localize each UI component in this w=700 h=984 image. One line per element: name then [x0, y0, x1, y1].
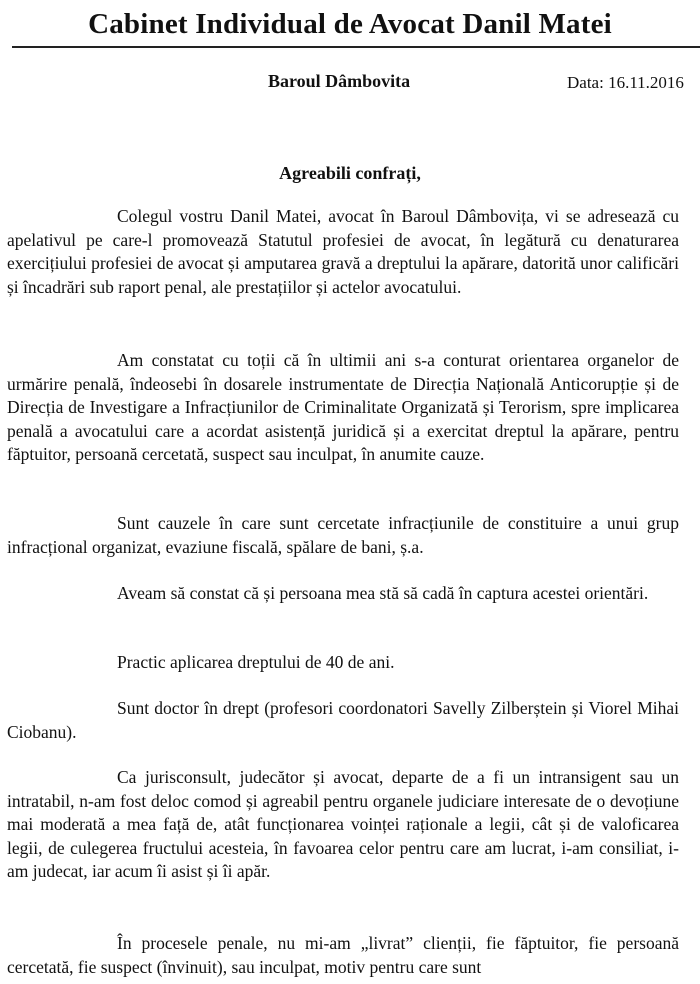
- paragraph-1: Colegul vostru Danil Matei, avocat în Baroul Dâmbovița, vi se adresează cu apelativul pe care-l promovează Statutul profesiei de avocat, în legătură cu denaturarea exercițiului profesiei de avocat și amputarea gravă a dreptului la apărare, datorită unor calificări și încadrări sub raport penal, ale prestațiilor și actelor avocatului.: [7, 206, 679, 297]
- paragraph-8: În procesele penale, nu mi-am „livrat” clienții, fie făptuitor, fie persoană cercetată, fie suspect (învinuit), sau inculpat, motiv pentru care sunt: [7, 933, 679, 977]
- bar-association: Baroul Dâmbovita: [268, 71, 411, 91]
- paragraph-3: Sunt cauzele în care sunt cercetate infracțiunile de constituire a unui grup infracțional organizat, evaziune fiscală, spălare de bani, ș.a.: [7, 513, 679, 557]
- paragraph-5: Practic aplicarea dreptului de 40 de ani.: [117, 652, 395, 672]
- letter-date: Data: 16.11.2016: [567, 73, 684, 92]
- salutation: Agreabili confrați,: [279, 163, 421, 183]
- paragraph-6: Sunt doctor în drept (profesori coordonatori Savelly Zilberștein și Viorel Mihai Ciobanu).: [7, 698, 679, 742]
- letterhead-rule: [12, 46, 700, 48]
- paragraph-2: Am constatat cu toții că în ultimii ani s-a conturat orientarea organelor de urmărire penală, îndeosebi în dosarele instrumentate de Direcția Națională Anticorupție și de Direcția de Investigare a Infracțiunilor de Criminalitate Organizată și Terorism, spre implicarea penală a avocatului care a acordat asistență juridică și a exercitat dreptul la apărare, pentru făptuitor, persoană cercetată, suspect sau inculpat, în anumite cauze.: [7, 350, 679, 464]
- paragraph-4: Aveam să constat că și persoana mea stă să cadă în captura acestei orientări.: [117, 583, 649, 603]
- letterhead-title: Cabinet Individual de Avocat Danil Matei: [88, 8, 612, 40]
- paragraph-7: Ca jurisconsult, judecător și avocat, departe de a fi un intransigent sau un intratabil, n-am fost deloc comod și agreabil pentru organele judiciare interesate de o devoțiune mai moderată a mea față de, atât funcționarea voinței raționale a legii, cât și de valoficarea legii, de culegerea fructului acesteia, în favoarea celor pentru care am lucrat, i-am consiliat, i-am judecat, iar acum îi asist și îi apăr.: [7, 767, 679, 881]
